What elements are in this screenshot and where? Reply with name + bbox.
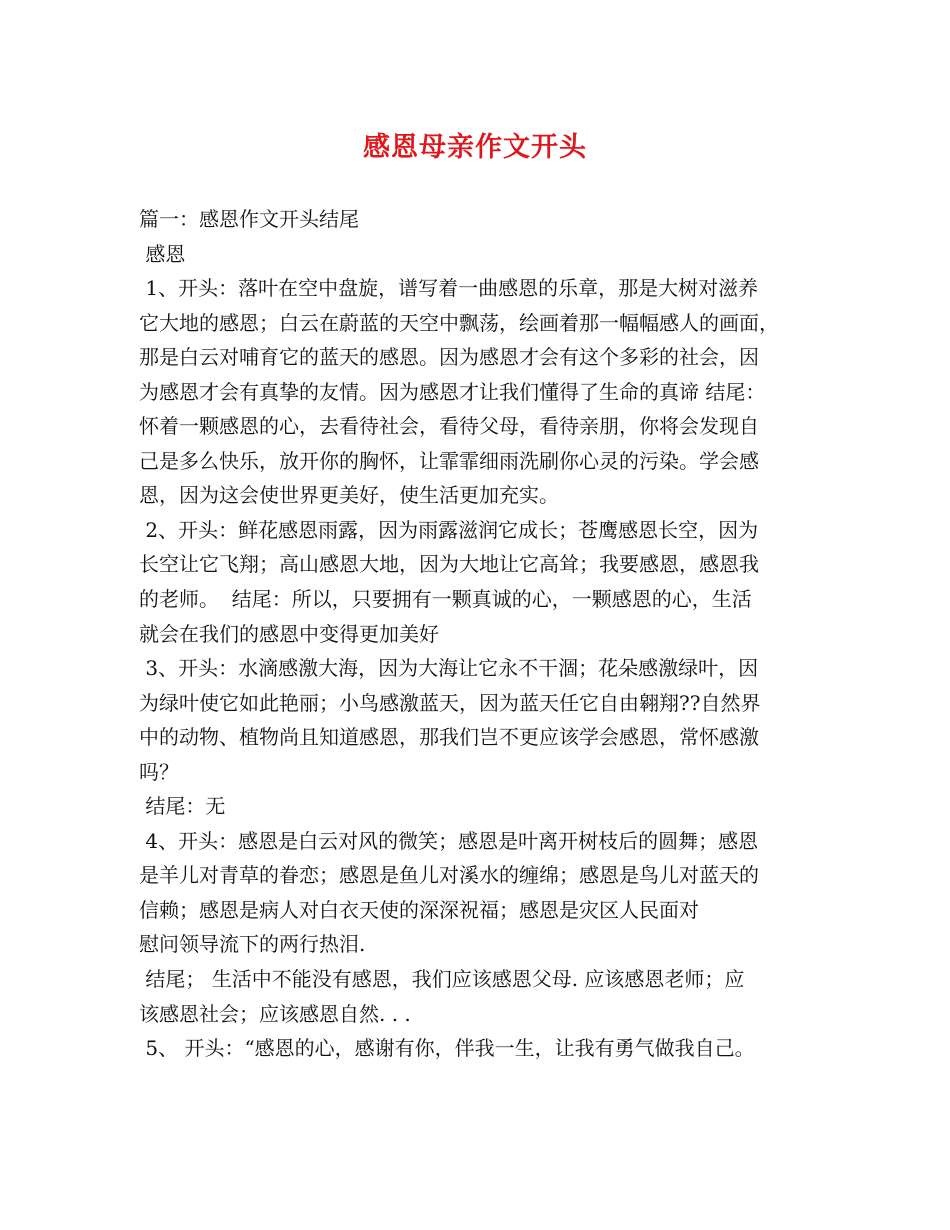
text-line: 己是多么快乐，放开你的胸怀，让霏霏细雨洗刷你心灵的污染。学会感 xyxy=(139,448,759,473)
text-line: 吗？ xyxy=(139,759,179,784)
text-line: 5、 开头：“感恩的心，感谢有你，伴我一生，让我有勇气做我自己。 xyxy=(139,1036,755,1061)
text-line: 的老师。 结尾：所以，只要拥有一颗真诚的心，一颗感恩的心，生活 xyxy=(139,587,752,612)
text-line: 长空让它飞翔；高山感恩大地，因为大地让它高耸；我要感恩，感恩我 xyxy=(139,552,759,577)
text-line: 慰问领导流下的两行热泪. xyxy=(139,932,366,957)
document-body xyxy=(139,202,819,1066)
text-line: 3、开头：水滴感激大海，因为大海让它永不干涸；花朵感激绿叶，因 xyxy=(139,656,759,681)
text-line: 结尾：无 xyxy=(139,794,226,819)
text-line: 4、开头：感恩是白云对风的微笑；感恩是叶离开树枝后的圆舞；感恩 xyxy=(139,828,759,853)
text-line: 篇一：感恩作文开头结尾 xyxy=(139,207,359,231)
text-line: 是羊儿对青草的眷恋；感恩是鱼儿对溪水的缠绵；感恩是鸟儿对蓝天的 xyxy=(139,863,759,888)
text-line: 怀着一颗感恩的心，去看待社会，看待父母，看待亲朋，你将会发现自 xyxy=(139,414,759,439)
text-line: 结尾； 生活中不能没有感恩，我们应该感恩父母. 应该感恩老师；应 xyxy=(139,967,745,992)
text-line: 中的动物、植物尚且知道感恩，那我们岂不更应该学会感恩，常怀感激 xyxy=(139,725,759,750)
text-line: 那是白云对哺育它的蓝天的感恩。因为感恩才会有这个多彩的社会，因 xyxy=(139,345,759,370)
text-line: 为绿叶使它如此艳丽；小鸟感激蓝天，因为蓝天任它自由翱翔??自然界 xyxy=(139,690,761,715)
text-line: 信赖；感恩是病人对白衣天使的深深祝福；感恩是灾区人民面对 xyxy=(139,897,699,922)
text-line: 就会在我们的感恩中变得更加美好 xyxy=(139,621,439,646)
text-line: 1、开头：落叶在空中盘旋，谱写着一曲感恩的乐章，那是大树对滋养 xyxy=(139,276,759,301)
text-line: 它大地的感恩；白云在蔚蓝的天空中飘荡，绘画着那一幅幅感人的画面， xyxy=(139,310,779,335)
document-title: 感恩母亲作文开头 xyxy=(363,132,587,163)
text-line: 恩，因为这会使世界更美好，使生活更加充实。 xyxy=(139,483,559,508)
text-line: 2、开头：鲜花感恩雨露，因为雨露滋润它成长；苍鹰感恩长空，因为 xyxy=(139,517,759,542)
text-line: 该感恩社会；应该感恩自然. . . xyxy=(139,1001,411,1026)
text-line: 为感恩才会有真挚的友情。因为感恩才让我们懂得了生命的真谛 结尾： xyxy=(139,379,766,404)
text-line: 感恩 xyxy=(139,241,186,266)
